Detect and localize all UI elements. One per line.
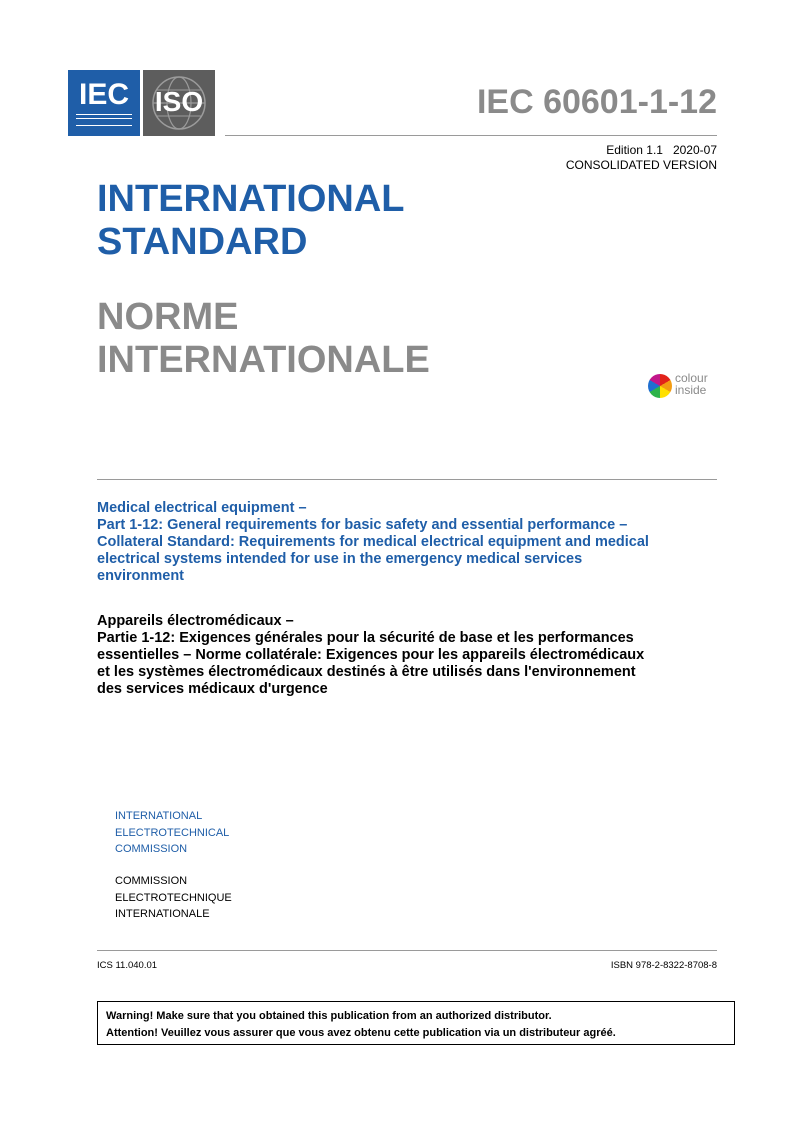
iso-logo xyxy=(143,70,215,136)
desc-fr-line3: essentielles – Norme collatérale: Exigences pour les appareils électromédicaux xyxy=(97,647,645,663)
org-en-line1: INTERNATIONAL xyxy=(115,810,203,822)
org-en-line3: COMMISSION xyxy=(115,843,188,855)
colour-inside-text xyxy=(675,372,708,396)
org-fr-line2: ELECTROTECHNIQUE xyxy=(115,891,232,904)
organization-french xyxy=(115,873,232,923)
desc-en-line5: environment xyxy=(97,568,185,584)
desc-en-line4: electrical systems intended for use in the emergency medical services xyxy=(97,551,583,567)
header-rule xyxy=(225,135,717,136)
title-english xyxy=(97,178,405,264)
consolidated-version: CONSOLIDATED VERSION xyxy=(565,158,717,172)
title-fr-line2: INTERNATIONALE xyxy=(97,339,430,381)
description-english xyxy=(97,500,737,585)
middle-rule xyxy=(97,479,717,480)
org-fr-line1: COMMISSION xyxy=(115,875,188,887)
isbn-number: ISBN 978-2-8322-8708-8 xyxy=(610,960,717,971)
colour-wheel-icon xyxy=(648,374,672,398)
desc-fr-line1: Appareils électromédicaux – xyxy=(97,613,294,629)
desc-en-line1: Medical electrical equipment – xyxy=(97,500,307,516)
document-number: IEC 60601-1-12 xyxy=(476,83,717,121)
title-en-line1: INTERNATIONAL xyxy=(97,178,405,220)
warning-french: Attention! Veuillez vous assurer que vous avez obtenu cette publication via un distributeur agréé. xyxy=(106,1027,616,1039)
desc-fr-line4: et les systèmes électromédicaux destinés à être utilisés dans l'environnement xyxy=(97,664,636,680)
desc-en-line3: Collateral Standard: Requirements for medical electrical equipment and medical xyxy=(97,534,649,550)
title-en-line2: STANDARD xyxy=(97,221,308,263)
edition-info: Edition 1.1 2020-07 xyxy=(606,143,717,157)
colour-text-line2: inside xyxy=(675,383,707,397)
title-french xyxy=(97,296,430,382)
title-fr-line1: NORME xyxy=(97,296,239,338)
colour-inside-badge xyxy=(648,372,718,400)
ics-code: ICS 11.040.01 xyxy=(97,960,158,971)
iec-logo-lines xyxy=(76,114,132,126)
iec-logo xyxy=(68,70,140,136)
organization-english xyxy=(115,808,229,858)
description-french xyxy=(97,613,737,698)
desc-fr-line2: Partie 1-12: Exigences générales pour la sécurité de base et les performances xyxy=(97,630,634,646)
warning-english: Warning! Make sure that you obtained this publication from an authorized distributor. xyxy=(106,1010,552,1022)
bottom-rule xyxy=(97,950,717,951)
desc-en-line2: Part 1-12: General requirements for basic safety and essential performance – xyxy=(97,517,628,533)
org-fr-line3: INTERNATIONALE xyxy=(115,908,210,920)
colour-text-line1: colour xyxy=(675,371,708,385)
desc-fr-line5: des services médicaux d'urgence xyxy=(97,681,328,697)
iso-logo-text: ISO xyxy=(154,86,204,117)
org-en-line2: ELECTROTECHNICAL xyxy=(115,826,230,839)
iec-logo-text: IEC xyxy=(78,78,129,111)
warning-box xyxy=(97,1001,735,1045)
